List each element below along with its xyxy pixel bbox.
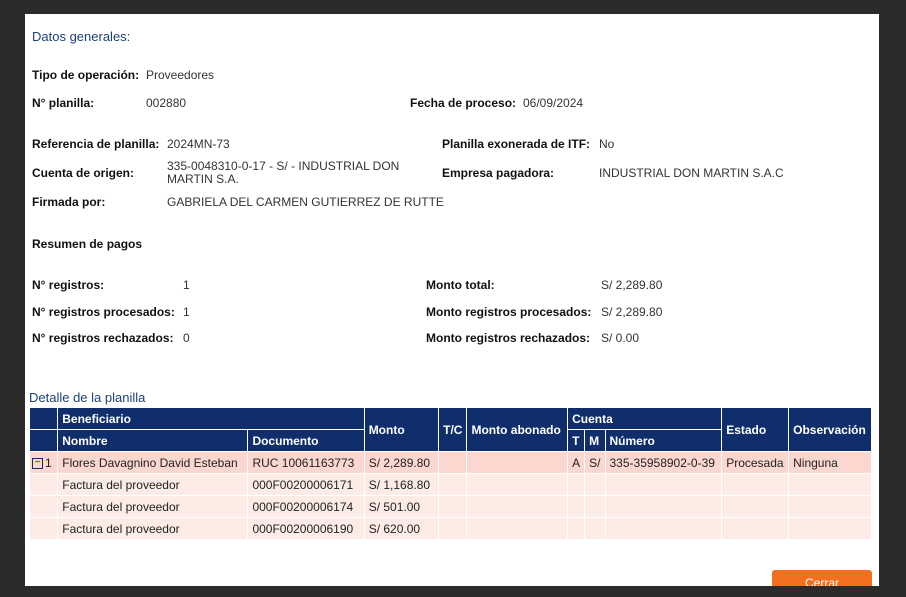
monto-total-value: S/ 2,289.80 [601,278,663,292]
tipo-operacion-label: Tipo de operación: [32,68,140,82]
th-monto: Monto [364,408,438,452]
cell-monto: S/ 2,289.80 [364,452,438,474]
th-t: T [568,430,585,452]
cell-monto: S/ 501.00 [364,496,438,518]
cell-documento: 000F00200006171 [248,474,364,496]
planilla-value: 002880 [146,96,187,110]
cell-empty [568,474,585,496]
cell-empty [789,496,872,518]
cell-estado: Procesada [722,452,789,474]
th-m: M [585,430,605,452]
cell-empty [568,518,585,540]
cuenta-origen-label: Cuenta de origen: [32,166,135,180]
cerrar-button[interactable]: Cerrar [772,570,872,586]
table-row [30,474,872,496]
cell-empty [30,474,58,496]
cell-nombre: Flores Davagnino David Esteban [58,452,248,474]
procesados-label: N° registros procesados: [32,305,175,319]
th-numero: Número [605,430,722,452]
cell-tc [439,452,467,474]
cell-empty [568,496,585,518]
detalle-table [29,407,872,540]
cell-empty [605,518,722,540]
monto-total-label: Monto total: [426,278,495,292]
cell-empty [30,518,58,540]
rechazados-value: 0 [183,331,190,345]
monto-rechazados-value: S/ 0.00 [601,331,640,345]
cell-empty [789,474,872,496]
referencia-label: Referencia de planilla: [32,137,160,151]
monto-rechazados-label: Monto registros rechazados: [426,331,591,345]
cell-m: S/ [585,452,605,474]
monto-procesados-value: S/ 2,289.80 [601,305,663,319]
cell-numero: 335-35958902-0-39 [605,452,722,474]
th-monto-abonado: Monto abonado [467,408,568,452]
th-expander-2 [30,430,58,452]
rechazados-label: N° registros rechazados: [32,331,174,345]
th-estado: Estado [722,408,789,452]
collapse-icon[interactable]: − [32,458,43,469]
cell-empty [605,474,722,496]
cell-empty [605,496,722,518]
resumen-title: Resumen de pagos [32,237,143,251]
cell-empty [467,496,568,518]
table-row [30,518,872,540]
cuenta-origen-value: 335-0048310-0-17 - S/ - INDUSTRIAL DON MARTIN S.A. [167,159,400,186]
tipo-operacion-value: Proveedores [146,68,215,82]
empresa-pagadora-label: Empresa pagadora: [442,166,555,180]
registros-value: 1 [183,278,190,292]
th-documento: Documento [248,430,364,452]
datos-generales-title: Datos generales: [32,29,131,44]
cell-empty [30,496,58,518]
cell-monto-abonado [467,452,568,474]
registros-label: N° registros: [32,278,105,292]
table-row [30,452,872,474]
table-row [30,496,872,518]
exonerada-itf-label: Planilla exonerada de ITF: [442,137,591,151]
cell-nombre: Factura del proveedor [58,496,248,518]
cell-empty [439,474,467,496]
cell-empty [585,496,605,518]
cell-documento: 000F00200006174 [248,496,364,518]
cell-monto: S/ 1,168.80 [364,474,438,496]
cell-empty [722,496,789,518]
cell-monto: S/ 620.00 [364,518,438,540]
cell-empty [722,518,789,540]
row-expander-cell[interactable] [30,452,58,474]
th-tc: T/C [439,408,467,452]
cell-empty [439,496,467,518]
cell-empty [585,474,605,496]
cell-empty [789,518,872,540]
planilla-label: N° planilla: [32,96,95,110]
th-observacion: Observación [789,408,872,452]
th-expander [30,408,58,430]
cell-nombre: Factura del proveedor [58,474,248,496]
cell-empty [467,474,568,496]
modal-panel [25,14,879,586]
cell-t: A [568,452,585,474]
detalle-title: Detalle de la planilla [29,390,146,405]
cell-nombre: Factura del proveedor [58,518,248,540]
firmada-por-value: GABRIELA DEL CARMEN GUTIERREZ DE RUTTE [167,195,444,209]
cell-empty [467,518,568,540]
cell-empty [722,474,789,496]
th-nombre: Nombre [58,430,248,452]
cell-documento: 000F00200006190 [248,518,364,540]
monto-procesados-label: Monto registros procesados: [426,305,592,319]
th-beneficiario: Beneficiario [58,408,364,430]
empresa-pagadora-value: INDUSTRIAL DON MARTIN S.A.C [599,166,784,180]
th-cuenta: Cuenta [568,408,722,430]
cell-documento: RUC 10061163773 [248,452,364,474]
row-index: 1 [45,455,52,470]
cell-empty [585,518,605,540]
cell-empty [439,518,467,540]
cell-observacion: Ninguna [789,452,872,474]
procesados-value: 1 [183,305,190,319]
fecha-proceso-value: 06/09/2024 [523,96,584,110]
referencia-value: 2024MN-73 [167,137,230,151]
fecha-proceso-label: Fecha de proceso: [410,96,517,110]
firmada-por-label: Firmada por: [32,195,106,209]
exonerada-itf-value: No [599,137,615,151]
